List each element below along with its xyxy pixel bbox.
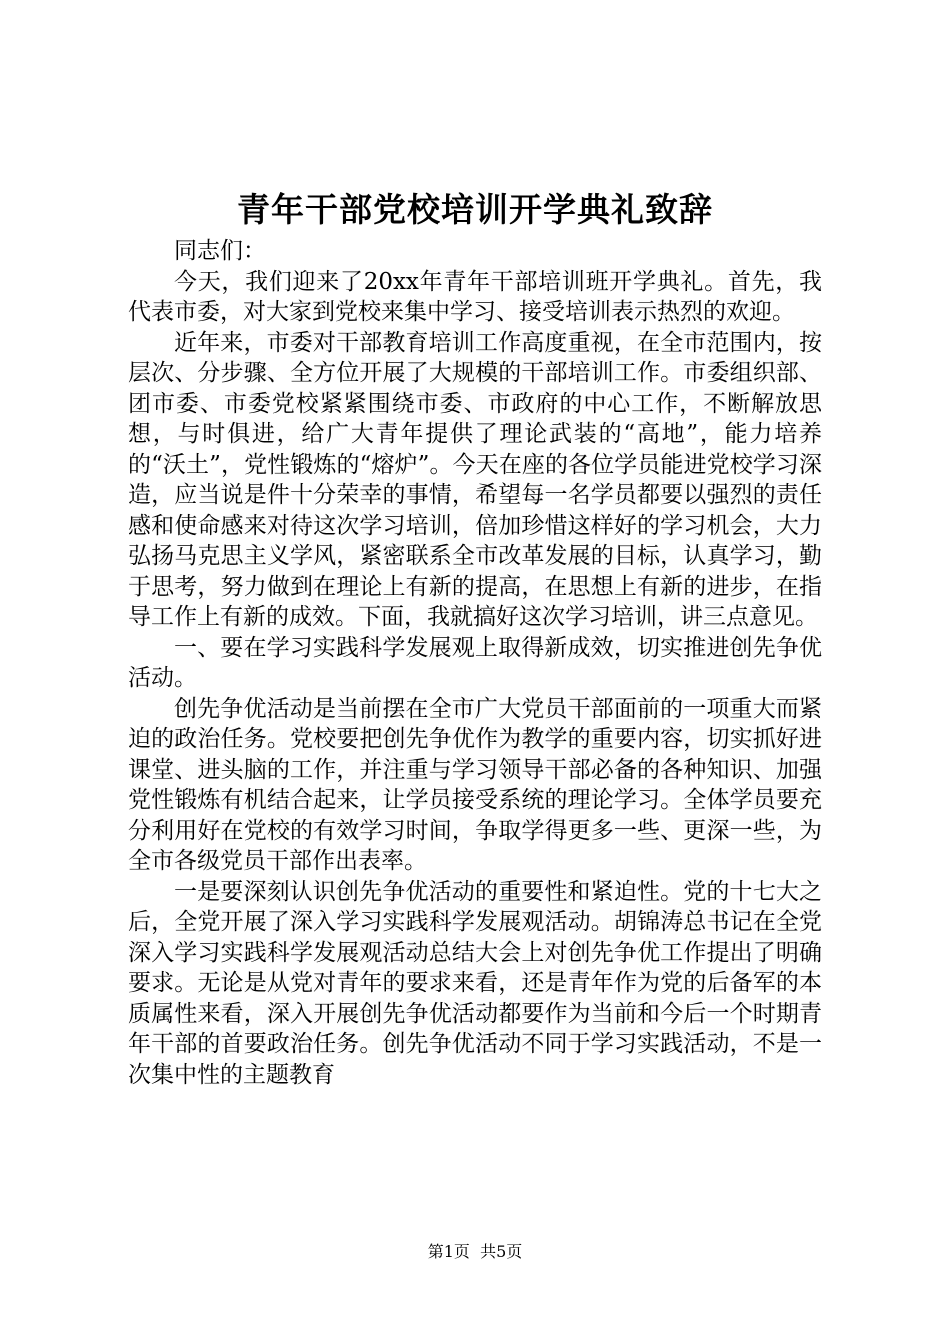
document-body xyxy=(128,236,822,1090)
paragraph-background: 近年来，市委对干部教育培训工作高度重视，在全市范围内，按层次、分步骤、全方位开展了大规模的干部培训工作。市委组织部、团市委、市委党校紧紧围绕市委、市政府的中心工作，不断解放思想，与时俱进，给广大青年提供了理论武装的“高地”，能力培养的“沃土”，党性锻炼的“熔炉”。今天在座的各位学员能进党校学习深造，应当说是件十分荣幸的事情，希望每一名学员都要以强烈的责任感和使命感来对待这次学习培训，倍加珍惜这样好的学习机会，大力弘扬马克思主义学风，紧密联系全市改革发展的目标，认真学习，勤于思考，努力做到在理论上有新的提高，在思想上有新的进步，在指导工作上有新的成效。下面，我就搞好这次学习培训，讲三点意见。 xyxy=(128,329,822,630)
page-footer xyxy=(0,1240,950,1264)
paragraph-activity: 创先争优活动是当前摆在全市广大党员干部面前的一项重大而紧迫的政治任务。党校要把创先争优作为教学的重要内容，切实抓好进课堂、进头脑的工作，并注重与学习领导干部必备的各种知识、加强党性锻炼有机结合起来，让学员接受系统的理论学习。全体学员要充分利用好在党校的有效学习时间，争取学得更多一些、更深一些，为全市各级党员干部作出表率。 xyxy=(128,695,822,874)
document-title: 青年干部党校培训开学典礼致辞 xyxy=(237,190,713,229)
page-number: 第1页 共5页 xyxy=(427,1242,523,1261)
paragraph-welcome: 今天，我们迎来了20xx年青年干部培训班开学典礼。首先，我代表市委，对大家到党校来集中学习、接受培训表示热烈的欢迎。 xyxy=(128,268,822,325)
paragraph-salutation: 同志们： xyxy=(174,238,266,264)
paragraph-heading-one: 一、要在学习实践科学发展观上取得新成效，切实推进创先争优活动。 xyxy=(128,634,822,691)
paragraph-point-one: 一是要深刻认识创先争优活动的重要性和紧迫性。党的十七大之后，全党开展了深入学习实践科学发展观活动。胡锦涛总书记在全党深入学习实践科学发展观活动总结大会上对创先争优工作提出了明确要求。无论是从党对青年的要求来看，还是青年作为党的后备军的本质属性来看，深入开展创先争优活动都要作为当前和今后一个时期青年干部的首要政治任务。创先争优活动不同于学习实践活动，不是一次集中性的主题教育 xyxy=(128,878,822,1088)
